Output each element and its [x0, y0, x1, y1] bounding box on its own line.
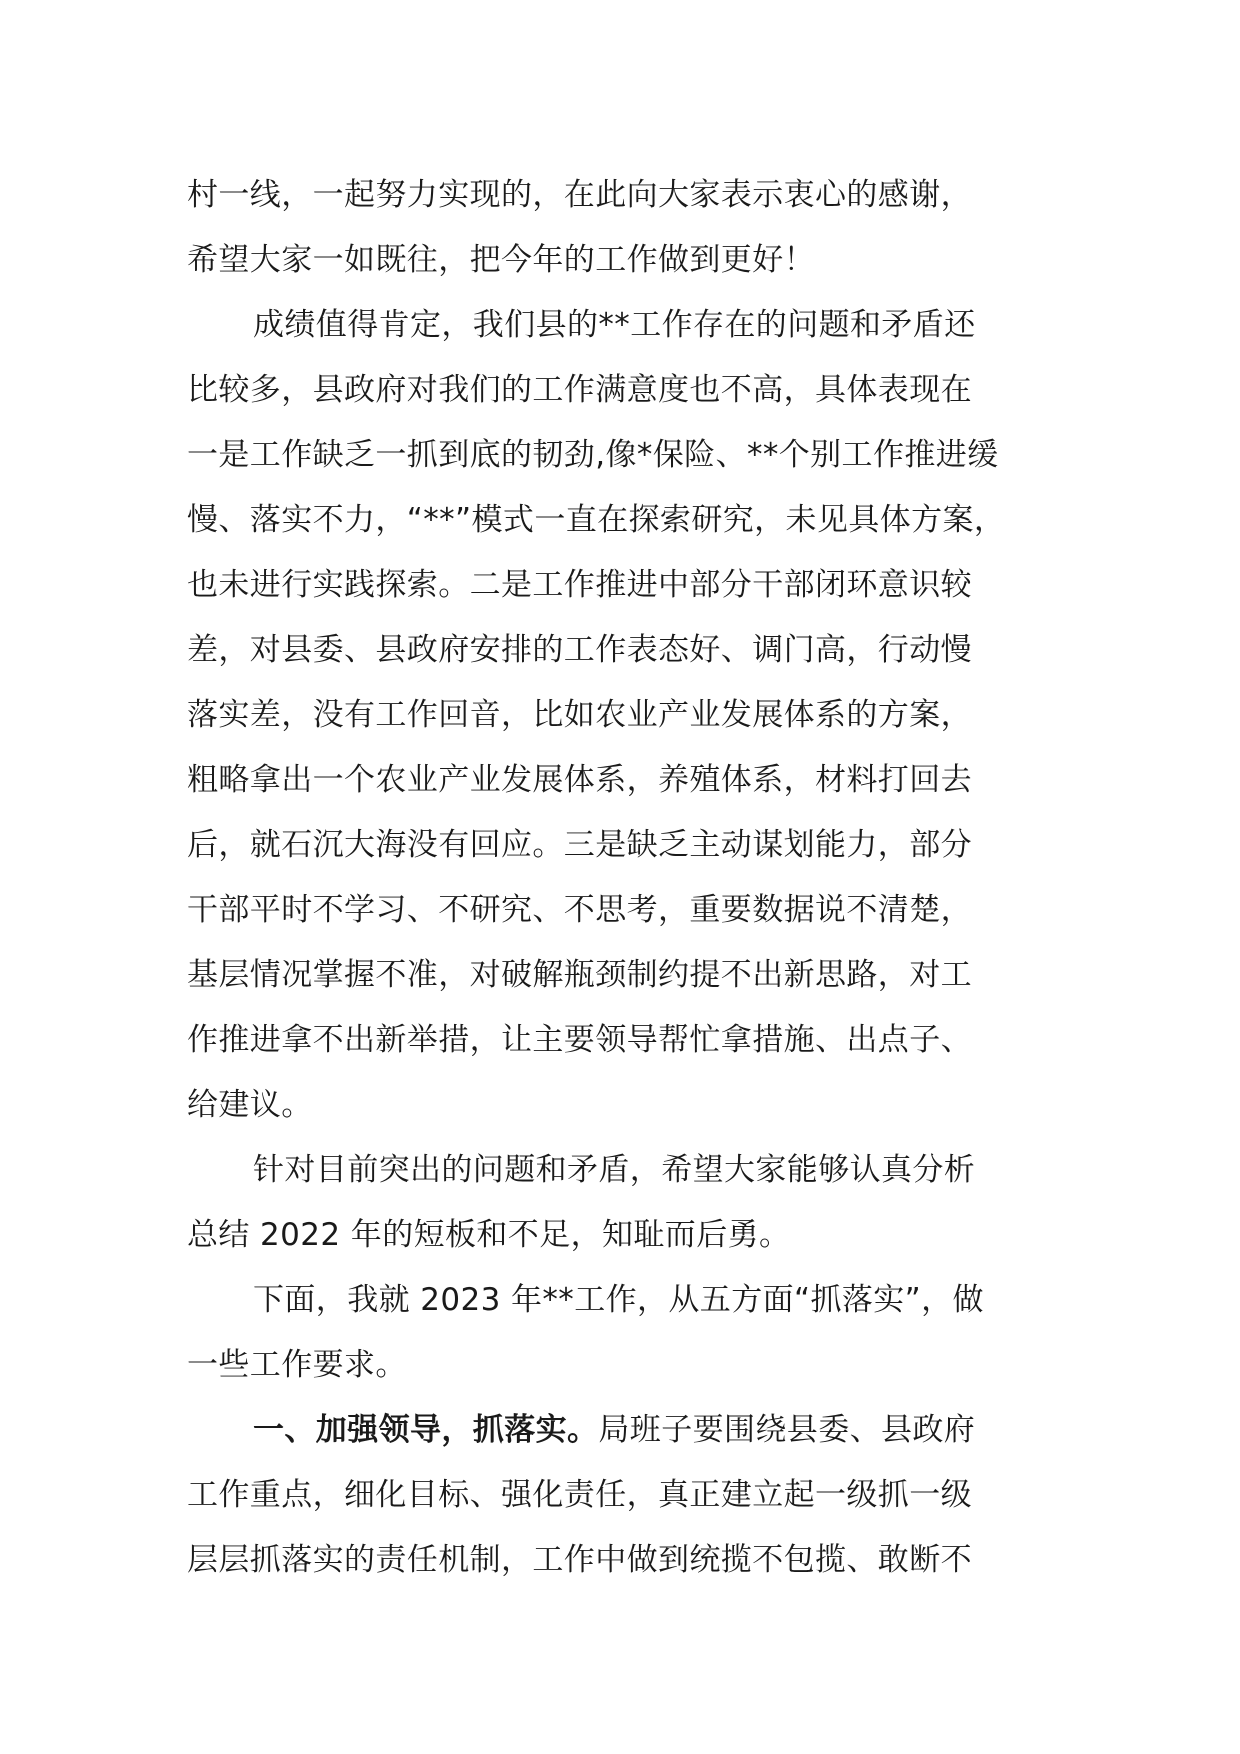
text-line: 希望大家一如既往，把今年的工作做到更好！ [187, 242, 815, 278]
paragraph-start-line: 针对目前突出的问题和矛盾，希望大家能够认真分析 [253, 1152, 976, 1188]
text-line: 层层抓落实的责任机制，工作中做到统揽不包揽、敢断不 [187, 1542, 972, 1578]
text-line: 一是工作缺乏一抓到底的韧劲,像*保险、**个别工作推进缓 [187, 437, 999, 473]
paragraph-start-line: 下面，我就 2023 年**工作，从五方面“抓落实”，做 [253, 1282, 984, 1318]
text-line: 总结 2022 年的短板和不足，知耻而后勇。 [187, 1217, 791, 1253]
text-line: 基层情况掌握不准，对破解瓶颈制约提不出新思路，对工 [187, 957, 972, 993]
section-heading: 一、加强领导，抓落实。 [253, 1412, 599, 1448]
text-line: 慢、落实不力，“**”模式一直在探索研究，未见具体方案， [187, 502, 1006, 538]
section-heading-rest: 局班子要围绕县委、县政府 [598, 1412, 976, 1448]
text-line: 差，对县委、县政府安排的工作表态好、调门高，行动慢 [187, 632, 972, 668]
text-line: 落实差，没有工作回音，比如农业产业发展体系的方案， [187, 697, 972, 733]
text-line: 也未进行实践探索。二是工作推进中部分干部闭环意识较 [187, 567, 972, 603]
text-line: 作推进拿不出新举措，让主要领导帮忙拿措施、出点子、 [187, 1022, 972, 1058]
text-line: 村一线，一起努力实现的，在此向大家表示衷心的感谢， [187, 177, 972, 213]
text-line: 工作重点，细化目标、强化责任，真正建立起一级抓一级 [187, 1477, 972, 1513]
document-body [187, 163, 1087, 1593]
text-line: 一些工作要求。 [187, 1347, 407, 1383]
section-heading-line [187, 1398, 1087, 1463]
text-line: 后，就石沉大海没有回应。三是缺乏主动谋划能力，部分 [187, 827, 972, 863]
text-line: 干部平时不学习、不研究、不思考，重要数据说不清楚， [187, 892, 972, 928]
text-line: 给建议。 [187, 1087, 313, 1123]
text-line: 比较多，县政府对我们的工作满意度也不高，具体表现在 [187, 372, 972, 408]
paragraph-start-line: 成绩值得肯定，我们县的**工作存在的问题和矛盾还 [253, 307, 976, 343]
text-line: 粗略拿出一个农业产业发展体系，养殖体系，材料打回去 [187, 762, 972, 798]
